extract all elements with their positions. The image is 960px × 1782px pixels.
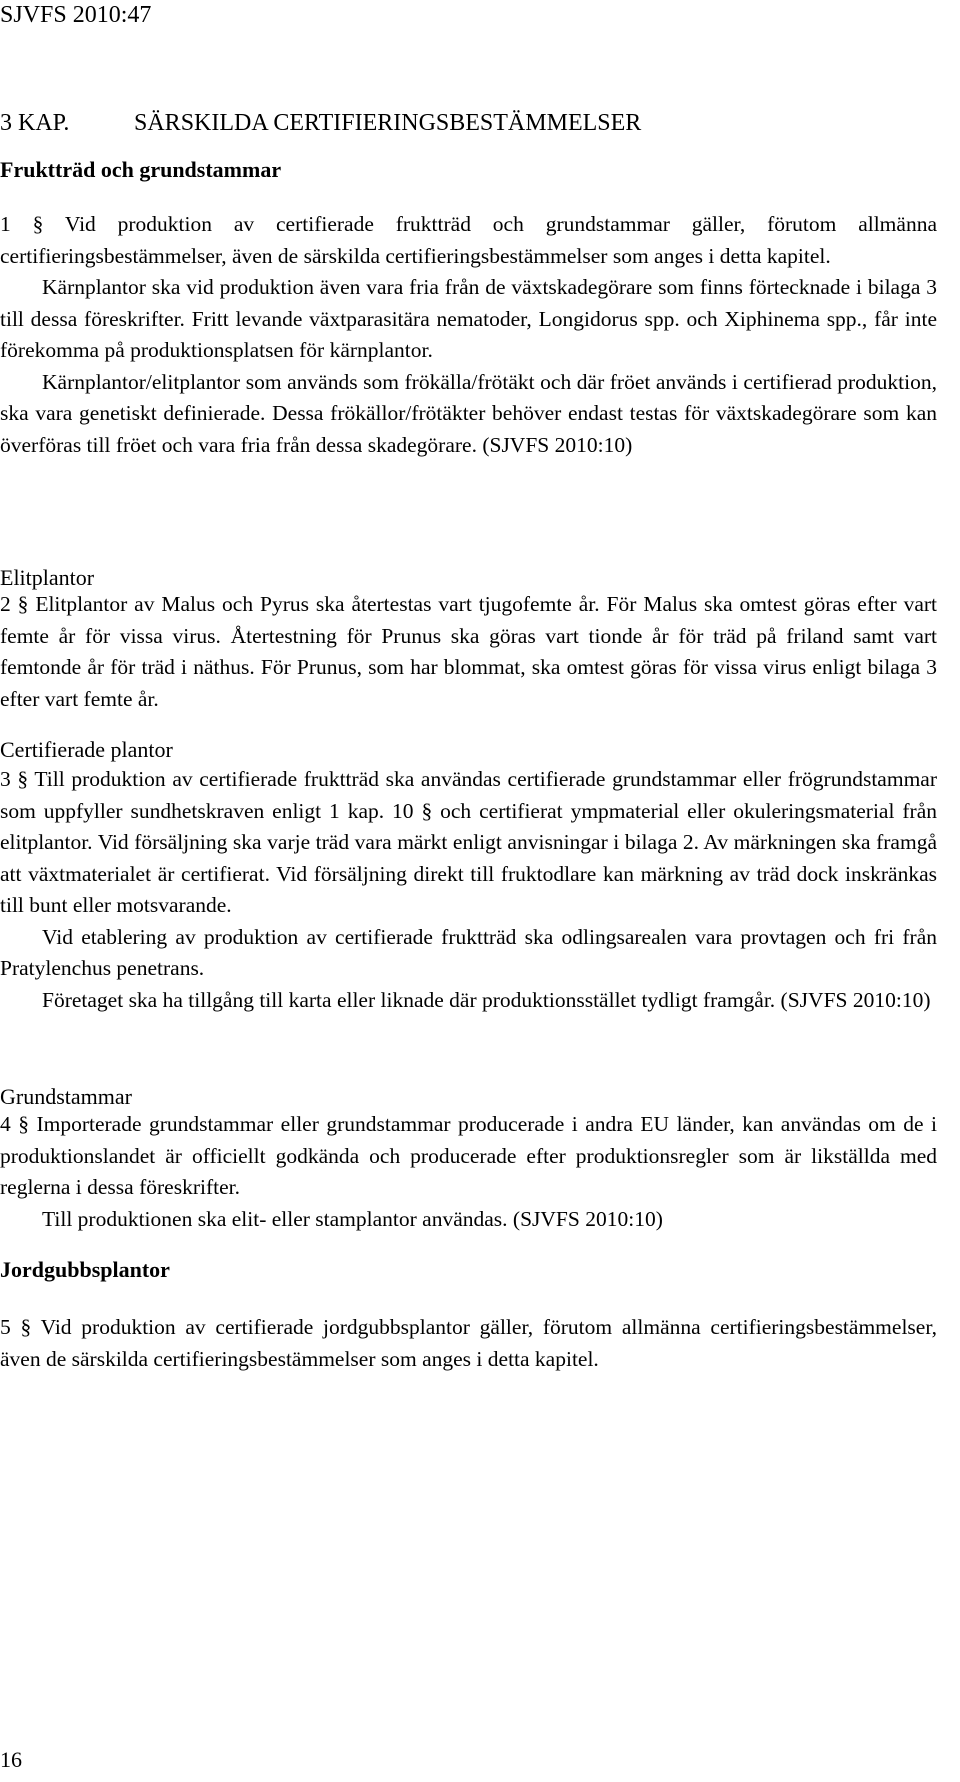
- chapter-heading: [0, 108, 641, 138]
- chapter-number: 3 KAP.: [0, 110, 70, 136]
- section-heading-elitplantor: Elitplantor: [0, 565, 95, 590]
- section-heading-jordgubbs: Jordgubbsplantor: [0, 1257, 170, 1282]
- section-heading-fruktrad: Fruktträd och grundstammar: [0, 157, 282, 182]
- section-heading-grundstammar: Grundstammar: [0, 1084, 132, 1109]
- paragraph: 5 § Vid produktion av certifierade jordgubbsplantor gäller, förutom allmänna certifieringsbestämmelser, även de särskilda certifieringsbestämmelser som anges i detta kapitel.: [0, 1315, 937, 1371]
- section-body-elitplantor: [0, 589, 937, 715]
- paragraph: Kärnplantor ska vid produktion även vara fria från de växtskadegörare som finns förtecknade i bilaga 3 till dessa föreskrifter. Fritt levande växtparasitära nematoder, Longidorus spp. och Xiphinema spp., får inte förekomma på produktionsplatsen för kärnplantor.: [0, 275, 937, 362]
- paragraph: 1 § Vid produktion av certifierade fruktträd och grundstammar gäller, förutom allmänna certifieringsbestämmelser, även de särskilda certifieringsbestämmelser som anges i detta kapitel.: [0, 212, 937, 268]
- chapter-title: SÄRSKILDA CERTIFIERINGSBESTÄMMELSER: [134, 110, 642, 136]
- paragraph: Till produktionen ska elit- eller stamplantor användas. (SJVFS 2010:10): [42, 1206, 663, 1231]
- section-body-jordgubbs: [0, 1312, 937, 1375]
- section-body-fruktrad: [0, 209, 937, 461]
- paragraph: Företaget ska ha tillgång till karta eller liknade där produktionsstället tydligt framgår. (SJVFS 2010:10): [42, 987, 931, 1012]
- section-heading-certifierade: Certifierade plantor: [0, 737, 173, 762]
- section-body-grundstammar: [0, 1109, 937, 1235]
- paragraph: 2 § Elitplantor av Malus och Pyrus ska återtestas vart tjugofemte år. För Malus ska omtest göras efter vart femte år för vissa virus. Återtestning för Prunus ska göras vart tionde år för träd på friland samt vart femtonde år för träd i näthus. För Prunus, som har blommat, ska omtest göras för vissa virus enligt bilaga 3 efter vart femte år.: [0, 592, 937, 711]
- paragraph: 3 § Till produktion av certifierade fruktträd ska användas certifierade grundstammar eller frögrundstammar som uppfyller sundhetskraven enligt 1 kap. 10 § och certifierat ympmaterial eller okuleringsmaterial från elitplantor. Vid försäljning ska varje träd vara märkt enligt anvisningar i bilaga 2. Av märkningen ska framgå att växtmaterialet är certifierat. Vid försäljning direkt till fruktodlare kan märkning av träd dock inskränkas till bunt eller motsvarande.: [0, 767, 937, 917]
- paragraph: 4 § Importerade grundstammar eller grundstammar producerade i andra EU länder, kan användas om de i produktionslandet är officiellt godkända och producerade efter produktionsregler som är likställda med reglerna i dessa föreskrifter.: [0, 1112, 937, 1199]
- paragraph: Kärnplantor/elitplantor som används som frökälla/frötäkt och där fröet används i certifierad produktion, ska vara genetiskt definierade. Dessa frökällor/frötäkter behöver endast testas för växtskadegörare som kan överföras till fröet och vara fria från dessa skadegörare. (SJVFS 2010:10): [0, 369, 937, 457]
- document-id: SJVFS 2010:47: [0, 2, 152, 28]
- page-number: 16: [0, 1747, 22, 1772]
- section-body-certifierade: [0, 764, 937, 1016]
- paragraph: Vid etablering av produktion av certifierade fruktträd ska odlingsarealen vara provtagen och fri från Pratylenchus penetrans.: [0, 924, 937, 980]
